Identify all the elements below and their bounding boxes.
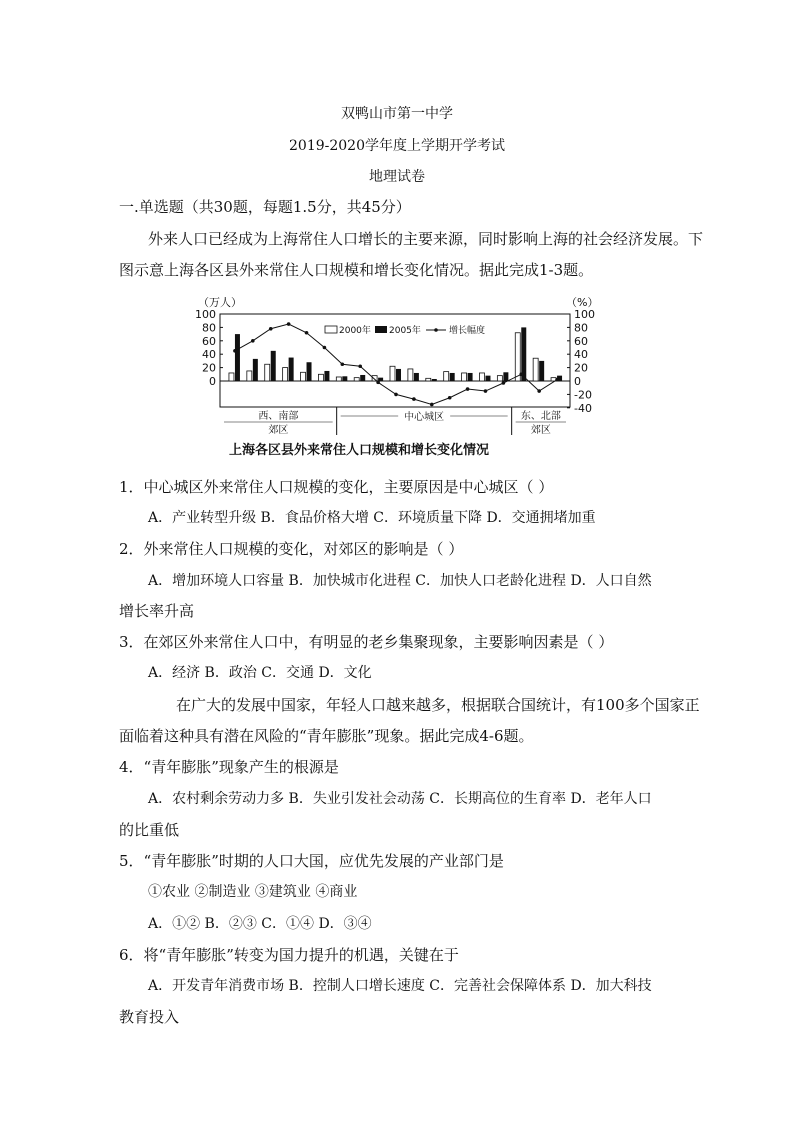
bar-2005 [360, 375, 365, 381]
bar-2000 [533, 358, 538, 381]
region-label: 西、南部 [258, 411, 299, 422]
region-sublabel: 郊区 [268, 425, 289, 436]
growth-point [287, 322, 291, 326]
bar-2000 [390, 366, 395, 381]
q3-options: A．经济 B．政治 C．交通 D．文化 [148, 665, 372, 681]
growth-point [233, 349, 237, 353]
q1-options: A．产业转型升级 B．食品价格大增 C．环境质量下降 D．交通拥堵加重 [148, 510, 596, 526]
legend-label-growth: 增长幅度 [449, 326, 486, 336]
bar-2000 [462, 373, 467, 381]
bar-2000 [283, 368, 288, 381]
left-tick-label: 80 [202, 321, 216, 335]
right-tick-label: -20 [574, 388, 592, 402]
q4-options: A．农村剩余劳动力多 B．失业引发社会动荡 C．长期高位的生育率 D．老年人口 [148, 791, 652, 807]
growth-line [235, 324, 557, 404]
region-label: 中心城区 [404, 412, 445, 423]
growth-point [466, 387, 470, 391]
right-tick-label: 100 [574, 308, 595, 321]
bar-2000 [479, 373, 484, 381]
growth-point [537, 389, 541, 393]
growth-point [412, 397, 416, 401]
left-axis-title: （万人） [198, 296, 242, 309]
passage1-line1: 外来人口已经成为上海常住人口增长的主要来源，同时影响上海的社会经济发展。下 [148, 230, 704, 248]
q2-stem: 2．外来常住人口规模的变化，对郊区的影响是（ ） [119, 540, 464, 558]
bar-2005 [289, 358, 294, 381]
bar-2000 [515, 333, 520, 381]
q6-options-cont: 教育投入 [119, 1008, 180, 1026]
legend-label-2005: 2005年 [389, 326, 421, 336]
q2-options: A．增加环境人口容量 B．加快城市化进程 C．加快人口老龄化进程 D．人口自然 [148, 573, 652, 589]
bar-2005 [432, 379, 437, 381]
growth-point [323, 346, 327, 350]
bar-2005 [378, 378, 383, 381]
q2-options-cont: 增长率升高 [119, 602, 195, 620]
growth-point [484, 389, 488, 393]
right-tick-label: 60 [574, 334, 588, 348]
q4-stem: 4．“青年膨胀”现象产生的根源是 [119, 758, 339, 776]
right-tick-label: 20 [574, 361, 588, 375]
q4-options-cont: 的比重低 [119, 821, 180, 839]
bar-2005 [539, 361, 544, 381]
right-tick-label: -40 [574, 401, 592, 415]
legend-label-2000: 2000年 [339, 326, 371, 336]
passage2-line2: 面临着这种具有潜在风险的“青年膨胀”现象。据此完成4-6题。 [119, 727, 534, 745]
left-tick-label: 40 [202, 348, 216, 362]
legend-swatch-2005 [375, 326, 387, 333]
bar-2005 [253, 359, 258, 381]
growth-point [376, 381, 380, 385]
left-tick-label: 0 [209, 375, 216, 388]
passage1-line2: 图示意上海各区县外来常住人口规模和增长变化情况。据此完成1-3题。 [119, 261, 594, 279]
bar-2000 [497, 376, 502, 381]
bar-2005 [450, 373, 455, 381]
q5-options: A．①② B．②③ C．①④ D．③④ [148, 916, 372, 932]
passage2-line1: 在广大的发展中国家，年轻人口越来越多，根据联合国统计，有100多个国家正 [176, 696, 700, 714]
region-label: 东、北部 [520, 411, 561, 422]
left-tick-label: 60 [202, 334, 216, 348]
school-name: 双鸭山市第一中学 [341, 106, 453, 122]
section-title: 一.单选题（共30题，每题1.5分，共45分） [119, 198, 411, 216]
population-chart [190, 292, 599, 440]
bar-2005 [468, 373, 473, 381]
legend-swatch-2000 [325, 326, 337, 333]
bar-2000 [318, 374, 323, 381]
bar-2000 [229, 373, 234, 381]
bar-2000 [444, 372, 449, 381]
bar-2000 [426, 378, 431, 381]
right-tick-label: 40 [574, 348, 588, 362]
bar-2005 [414, 373, 419, 381]
q3-stem: 3．在郊区外来常住人口中，有明显的老乡集聚现象，主要影响因素是（ ） [119, 633, 614, 651]
bar-2005 [271, 351, 276, 381]
q5-items: ①农业 ②制造业 ③建筑业 ④商业 [148, 884, 358, 900]
legend-point-growth [434, 328, 438, 332]
growth-point [502, 381, 506, 385]
bar-2005 [396, 369, 401, 381]
q6-options: A．开发青年消费市场 B．控制人口增长速度 C．完善社会保障体系 D．加大科技 [148, 978, 652, 994]
growth-point [269, 327, 273, 331]
growth-point [555, 378, 559, 382]
region-sublabel: 郊区 [530, 425, 551, 436]
bar-2005 [485, 376, 490, 381]
growth-point [358, 364, 362, 368]
right-tick-label: 0 [574, 375, 581, 388]
q1-stem: 1．中心城区外来常住人口规模的变化，主要原因是中心城区（ ） [119, 478, 554, 496]
q5-stem: 5．“青年膨胀”时期的人口大国，应优先发展的产业部门是 [119, 852, 504, 870]
bar-2005 [324, 371, 329, 381]
chart-title: 上海各区县外来常住人口规模和增长变化情况 [229, 443, 490, 458]
bar-2000 [265, 364, 270, 381]
left-tick-label: 20 [202, 361, 216, 375]
growth-point [305, 331, 309, 335]
bar-2000 [408, 369, 413, 381]
growth-point [394, 393, 398, 397]
exam-subject: 地理试卷 [369, 169, 425, 185]
bar-2005 [307, 362, 312, 381]
right-axis-title: （%） [566, 296, 599, 309]
growth-point [448, 396, 452, 400]
growth-point [341, 362, 345, 366]
bar-2005 [342, 376, 347, 381]
bar-2005 [503, 372, 508, 381]
growth-point [430, 403, 434, 407]
growth-point [519, 373, 523, 377]
bar-2000 [247, 371, 252, 381]
bar-2000 [336, 377, 341, 381]
right-tick-label: 80 [574, 321, 588, 335]
left-tick-label: 100 [195, 308, 216, 321]
exam-term: 2019-2020学年度上学期开学考试 [289, 138, 505, 154]
bar-2000 [301, 372, 306, 381]
bar-2000 [354, 378, 359, 381]
bar-2005 [235, 334, 240, 381]
q6-stem: 6．将“青年膨胀”转变为国力提升的机遇，关键在于 [119, 946, 459, 964]
growth-point [251, 339, 255, 343]
